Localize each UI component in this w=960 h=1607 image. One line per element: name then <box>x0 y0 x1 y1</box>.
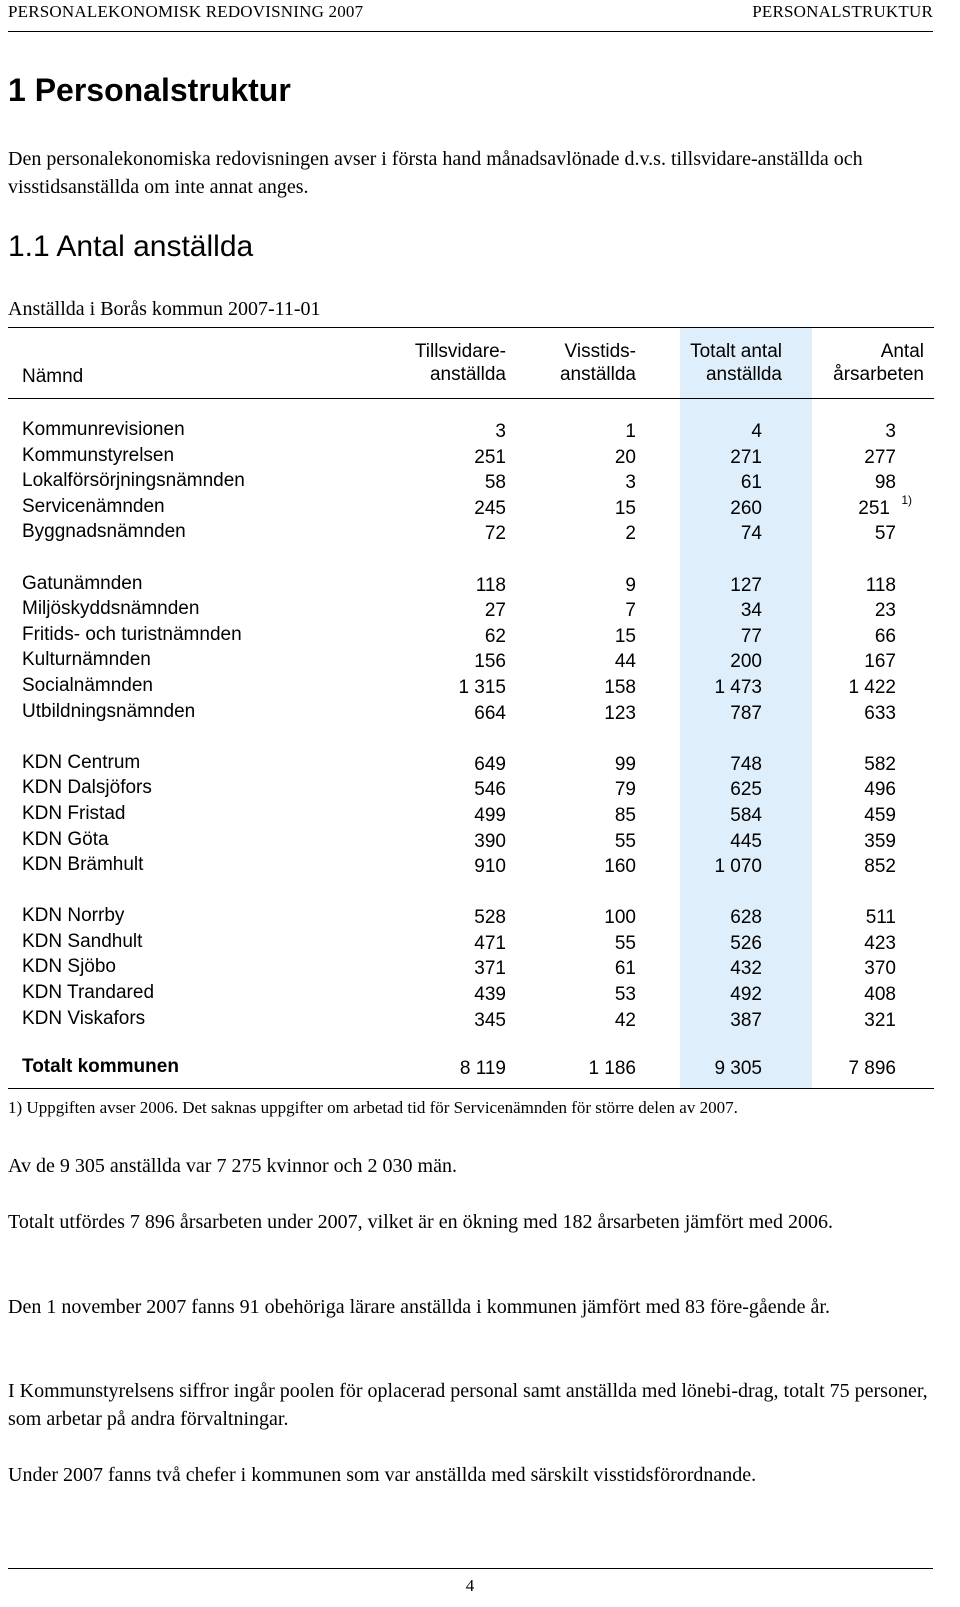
row-totalt: 200 <box>730 651 762 673</box>
row-arsarbeten: 118 <box>865 574 896 596</box>
total-visstids: 1 186 <box>588 1058 636 1080</box>
page-header <box>8 0 933 32</box>
row-name: Utbildningsnämnden <box>22 700 196 722</box>
page-number: 4 <box>465 1576 475 1595</box>
row-visstids: 9 <box>625 574 636 596</box>
row-name: KDN Centrum <box>22 751 141 773</box>
table-row <box>8 523 934 549</box>
row-name: Miljöskyddsnämnden <box>22 598 200 620</box>
table-row <box>8 751 934 780</box>
row-tillsvidare: 546 <box>474 779 506 801</box>
row-tillsvidare: 471 <box>474 932 506 954</box>
row-visstids: 55 <box>614 830 636 852</box>
row-tillsvidare: 27 <box>484 600 506 622</box>
footnote: 1) Uppgiften avser 2006. Det saknas uppgifter om arbetad tid för Servicenämnden för större delen av 2007. <box>8 1098 738 1117</box>
total-totalt: 9 305 <box>714 1058 762 1080</box>
row-name: Kulturnämnden <box>22 649 151 671</box>
table-row <box>8 600 934 626</box>
row-totalt: 77 <box>740 625 762 647</box>
row-name: Servicenämnden <box>22 495 165 517</box>
row-name: Lokalförsörjningsnämnden <box>22 470 245 492</box>
row-tillsvidare: 156 <box>474 651 506 673</box>
row-visstids: 158 <box>604 676 636 698</box>
row-totalt: 127 <box>730 574 762 596</box>
header-divider <box>8 398 934 399</box>
row-visstids: 53 <box>614 984 636 1006</box>
row-visstids: 42 <box>614 1009 636 1031</box>
total-tillsvidare: 8 119 <box>459 1058 506 1080</box>
row-totalt: 492 <box>730 984 762 1006</box>
row-totalt: 748 <box>730 753 762 775</box>
row-totalt: 271 <box>730 446 762 468</box>
row-arsarbeten: 852 <box>864 856 896 878</box>
row-tillsvidare: 910 <box>474 856 506 878</box>
row-tillsvidare: 62 <box>484 625 506 647</box>
row-tillsvidare: 3 <box>495 421 506 442</box>
paragraph-2: Totalt utfördes 7 896 årsarbeten under 2007, vilket är en ökning med 182 årsarbeten jämfört med 2006. <box>8 1211 834 1233</box>
row-name: KDN Brämhult <box>22 854 144 876</box>
table-row <box>8 958 934 984</box>
paragraph-1: Av de 9 305 anställda var 7 275 kvinnor och 2 030 män. <box>8 1155 457 1177</box>
table-row <box>8 984 934 1010</box>
row-name: KDN Dalsjöfors <box>22 777 152 799</box>
row-tillsvidare: 1 315 <box>458 676 506 698</box>
row-name: KDN Sandhult <box>22 930 143 952</box>
row-visstids: 55 <box>614 932 636 954</box>
row-arsarbeten: 582 <box>864 753 896 775</box>
footnote-marker: 1) <box>901 492 912 507</box>
row-arsarbeten: 408 <box>864 984 896 1006</box>
row-visstids: 15 <box>614 497 636 519</box>
row-totalt: 625 <box>730 779 762 801</box>
table-row <box>8 779 934 805</box>
total-name: Totalt kommunen <box>22 1056 179 1078</box>
header-left: PERSONALEKONOMISK REDOVISNING 2007 <box>8 2 364 21</box>
row-arsarbeten: 359 <box>864 830 896 852</box>
table-row <box>8 802 934 831</box>
row-visstids: 7 <box>625 600 636 622</box>
row-totalt: 584 <box>730 804 762 826</box>
row-totalt: 4 <box>751 421 762 442</box>
row-tillsvidare: 245 <box>474 497 506 519</box>
row-visstids: 20 <box>614 446 636 468</box>
row-visstids: 3 <box>625 472 636 494</box>
table-row <box>8 700 934 729</box>
row-tillsvidare: 118 <box>475 574 506 596</box>
header-namnd: Nämnd <box>22 366 84 387</box>
row-arsarbeten: 23 <box>874 600 896 622</box>
table-row <box>8 492 934 524</box>
row-visstids: 15 <box>614 625 636 647</box>
row-tillsvidare: 371 <box>474 958 506 980</box>
row-tillsvidare: 439 <box>474 984 506 1006</box>
row-totalt: 387 <box>730 1009 762 1031</box>
table-row <box>8 421 934 447</box>
row-tillsvidare: 664 <box>474 702 506 724</box>
row-name: KDN Fristad <box>22 802 126 824</box>
row-arsarbeten: 66 <box>874 625 896 647</box>
row-visstids: 1 <box>625 421 636 442</box>
row-visstids: 160 <box>604 856 636 878</box>
header-arsarbeten: Antal årsarbeten <box>833 341 924 385</box>
paragraph-5: Under 2007 fanns två chefer i kommunen som var anställda med särskilt visstidsförordnande. <box>8 1464 757 1486</box>
row-tillsvidare: 499 <box>474 804 506 826</box>
row-name: Gatunämnden <box>22 572 143 594</box>
row-tillsvidare: 390 <box>474 830 506 852</box>
row-arsarbeten: 496 <box>864 779 896 801</box>
row-arsarbeten: 633 <box>864 702 896 724</box>
row-name: Kommunrevisionen <box>22 419 185 440</box>
table-title: Anställda i Borås kommun 2007-11-01 <box>8 298 321 320</box>
row-name: Fritids- och turistnämnden <box>22 623 242 645</box>
row-totalt: 61 <box>740 472 762 494</box>
table-row <box>8 572 934 601</box>
table-row <box>8 472 934 498</box>
row-name: Socialnämnden <box>22 674 153 696</box>
table-row <box>8 930 934 959</box>
table-body <box>8 421 934 1084</box>
row-totalt: 787 <box>730 702 762 724</box>
row-arsarbeten: 423 <box>864 932 896 954</box>
row-visstids: 44 <box>614 651 636 673</box>
row-totalt: 526 <box>730 932 762 954</box>
row-arsarbeten: 321 <box>864 1009 896 1031</box>
row-totalt: 445 <box>730 830 762 852</box>
table-row <box>8 828 934 857</box>
table-row <box>8 907 934 933</box>
header-visstids: Visstids- anställda <box>559 341 636 385</box>
row-tillsvidare: 649 <box>474 753 506 775</box>
table-row <box>8 856 934 882</box>
header-totalt: Totalt antal anställda <box>690 341 782 385</box>
intro-text: Den personalekonomiska redovisningen avser i första hand månadsavlönade d.v.s. tillsvidare-anställda och visstidsanställda om inte annat anges. <box>8 148 863 198</box>
row-arsarbeten: 1 422 <box>848 676 896 698</box>
row-arsarbeten: 511 <box>865 907 896 929</box>
row-totalt: 1 070 <box>714 856 762 878</box>
row-visstids: 85 <box>614 804 636 826</box>
page-title: 1 Personalstruktur <box>8 72 291 108</box>
table-row <box>8 651 934 677</box>
row-name: KDN Viskafors <box>22 1007 146 1029</box>
row-arsarbeten: 57 <box>874 523 896 545</box>
table-row <box>8 674 934 703</box>
row-name: KDN Norrby <box>22 905 125 927</box>
row-visstids: 100 <box>604 907 636 929</box>
row-visstids: 99 <box>614 753 636 775</box>
row-visstids: 123 <box>604 702 636 724</box>
paragraph-4: I Kommunstyrelsens siffror ingår poolen för oplacerad personal samt anställda med lönebi-drag, totalt 75 personer, som arbetar på andra förvaltningar. <box>8 1380 928 1430</box>
row-tillsvidare: 58 <box>484 472 506 494</box>
row-name: KDN Göta <box>22 828 109 850</box>
row-totalt: 260 <box>730 497 762 519</box>
table-row <box>8 444 934 473</box>
row-name: Byggnadsnämnden <box>22 521 186 543</box>
row-name: Kommunstyrelsen <box>22 444 175 466</box>
row-arsarbeten: 277 <box>864 446 896 468</box>
page-footer-line <box>8 1568 933 1569</box>
row-visstids: 2 <box>625 523 636 545</box>
total-arsarbeten: 7 896 <box>848 1058 896 1080</box>
row-tillsvidare: 251 <box>474 446 506 468</box>
row-arsarbeten: 459 <box>864 804 896 826</box>
header-right: PERSONALSTRUKTUR <box>752 2 933 21</box>
row-tillsvidare: 345 <box>474 1009 506 1031</box>
row-arsarbeten: 167 <box>864 651 896 673</box>
row-totalt: 74 <box>740 523 762 545</box>
row-totalt: 1 473 <box>714 676 762 698</box>
row-arsarbeten: 251 <box>858 497 890 519</box>
paragraph-3: Den 1 november 2007 fanns 91 obehöriga lärare anställda i kommunen jämfört med 83 före-gående år. <box>8 1296 830 1318</box>
row-totalt: 34 <box>740 600 762 622</box>
header-tillsvidare: Tillsvidare- anställda <box>414 341 506 385</box>
row-arsarbeten: 98 <box>874 472 896 494</box>
staff-table <box>8 327 934 1089</box>
section-title: 1.1 Antal anställda <box>8 230 254 263</box>
row-visstids: 61 <box>614 958 636 980</box>
row-arsarbeten: 370 <box>864 958 896 980</box>
row-totalt: 628 <box>730 907 762 929</box>
row-tillsvidare: 72 <box>484 523 506 545</box>
row-visstids: 79 <box>614 779 636 801</box>
table-total-row <box>8 1058 934 1084</box>
table-row <box>8 623 934 652</box>
row-totalt: 432 <box>730 958 762 980</box>
row-tillsvidare: 528 <box>474 907 506 929</box>
row-name: KDN Sjöbo <box>22 956 116 978</box>
row-arsarbeten: 3 <box>885 421 896 442</box>
row-name: KDN Trandared <box>22 982 155 1004</box>
table-row <box>8 1007 934 1036</box>
